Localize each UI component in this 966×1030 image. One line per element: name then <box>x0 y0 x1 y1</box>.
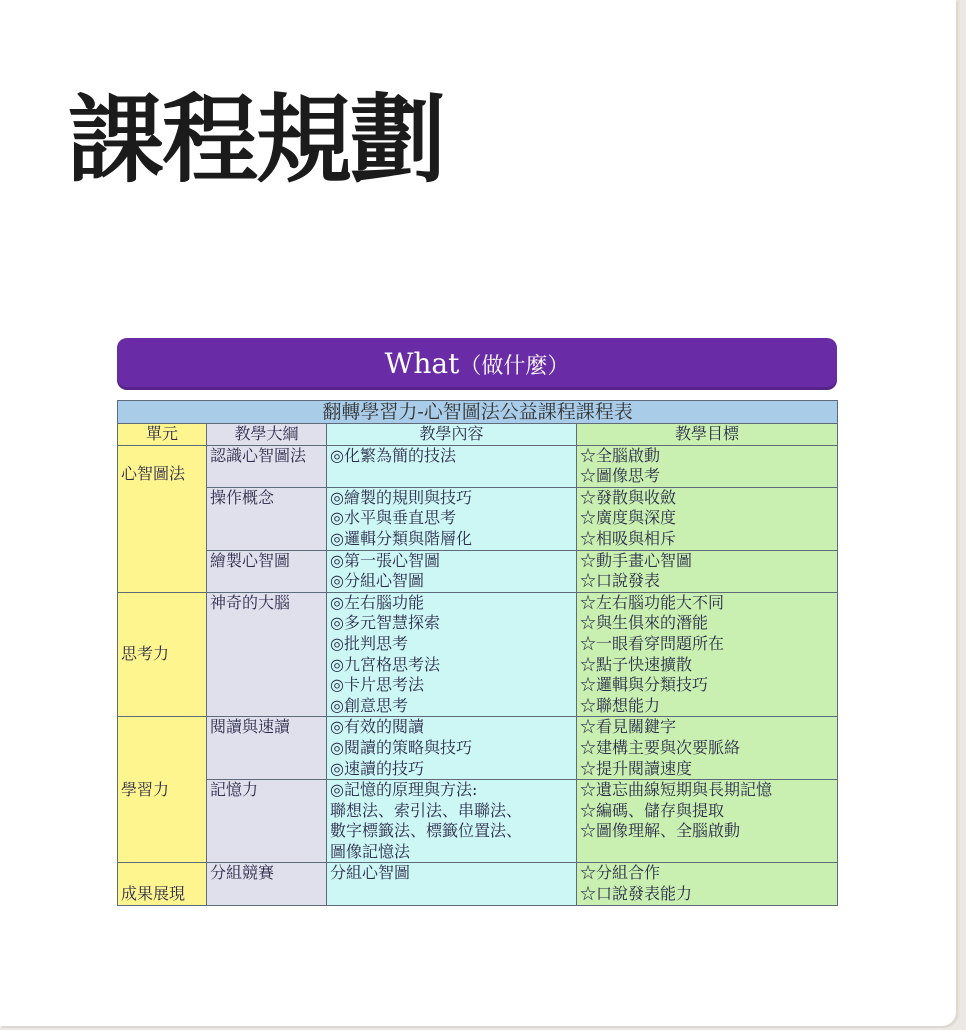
goal-line: ☆遺忘曲線短期與長期記憶 <box>580 780 773 800</box>
outline-cell: 神奇的大腦 <box>207 592 327 717</box>
goal-line: ☆圖像理解、全腦啟動 <box>580 821 741 841</box>
goal-cell <box>577 863 838 905</box>
outline-cell: 分組競賽 <box>207 863 327 905</box>
table-row <box>118 550 838 592</box>
table-caption: 翻轉學習力-心智圖法公益課程課程表 <box>118 401 838 424</box>
goal-cell <box>577 487 838 550</box>
content-line: ◎有效的閱讀 <box>330 717 424 737</box>
goal-line: ☆動手畫心智圖 <box>580 550 693 570</box>
goal-line: ☆分組合作 <box>580 863 661 883</box>
content-line: ◎九宮格思考法 <box>330 654 440 674</box>
table-row <box>118 717 838 780</box>
content-cell <box>327 550 577 592</box>
content-line: ◎多元智慧探索 <box>330 613 440 633</box>
outline-cell: 認識心智圖法 <box>207 445 327 487</box>
outline-cell: 繪製心智圖 <box>207 550 327 592</box>
goal-line: ☆提升閱讀速度 <box>580 758 693 778</box>
curriculum-image <box>117 338 837 906</box>
content-line: ◎閱讀的策略與技巧 <box>330 737 472 757</box>
goal-line: ☆一眼看穿問題所在 <box>580 633 725 653</box>
content-line: ◎化繁為簡的技法 <box>330 445 456 465</box>
content-cell <box>327 780 577 863</box>
content-line: 聯想法、索引法、串聯法、 <box>330 800 523 820</box>
goal-cell <box>577 445 838 487</box>
content-line: 數字標籤法、標籤位置法、 <box>330 821 523 841</box>
content-line: ◎繪製的規則與技巧 <box>330 487 472 507</box>
banner-subtitle: （做什麼） <box>459 354 570 379</box>
goal-line: ☆發散與收斂 <box>580 487 677 507</box>
header-outline: 教學大綱 <box>207 424 327 446</box>
goal-line: ☆邏輯與分類技巧 <box>580 675 709 695</box>
header-goals: 教學目標 <box>577 424 838 446</box>
content-line: 分組心智圖 <box>330 863 411 883</box>
content-line: ◎卡片思考法 <box>330 675 424 695</box>
content-cell <box>327 592 577 717</box>
header-unit: 單元 <box>118 424 207 446</box>
goal-line: ☆建構主要與次要脈絡 <box>580 737 741 757</box>
content-line: ◎記憶的原理與方法: <box>330 780 478 800</box>
goal-line: ☆編碼、儲存與提取 <box>580 800 725 820</box>
goal-line: ☆聯想能力 <box>580 695 661 715</box>
content-line: ◎第一張心智圖 <box>330 550 440 570</box>
curriculum-table <box>117 400 838 906</box>
goal-line: ☆相吸與相斥 <box>580 528 677 548</box>
table-row <box>118 780 838 863</box>
table-row <box>118 487 838 550</box>
page-title: 課程規劃 <box>68 84 444 196</box>
table-row <box>118 445 838 487</box>
goal-cell <box>577 592 838 717</box>
table-row <box>118 592 838 717</box>
content-line: ◎左右腦功能 <box>330 592 424 612</box>
outline-cell: 操作概念 <box>207 487 327 550</box>
unit-cell: 成果展現 <box>118 863 207 905</box>
goal-cell <box>577 717 838 780</box>
content-cell <box>327 863 577 905</box>
goal-cell <box>577 780 838 863</box>
goal-line: ☆點子快速擴散 <box>580 654 693 674</box>
goal-line: ☆左右腦功能大不同 <box>580 592 725 612</box>
header-content: 教學內容 <box>327 424 577 446</box>
table-row <box>118 863 838 905</box>
goal-line: ☆口說發表能力 <box>580 884 693 904</box>
goal-line: ☆口說發表 <box>580 571 661 591</box>
what-banner <box>117 338 837 390</box>
outline-cell: 閱讀與速讀 <box>207 717 327 780</box>
unit-cell: 學習力 <box>118 717 207 863</box>
content-line: ◎邏輯分類與階層化 <box>330 528 472 548</box>
goal-line: ☆看見關鍵字 <box>580 717 677 737</box>
content-cell <box>327 445 577 487</box>
content-line: ◎速讀的技巧 <box>330 758 424 778</box>
table-body <box>118 445 838 905</box>
content-cell <box>327 717 577 780</box>
banner-title: What <box>384 347 460 380</box>
content-line: ◎創意思考 <box>330 695 408 715</box>
goal-cell <box>577 550 838 592</box>
unit-cell: 思考力 <box>118 592 207 717</box>
goal-line: ☆全腦啟動 <box>580 445 661 465</box>
goal-line: ☆圖像思考 <box>580 466 661 486</box>
goal-line: ☆廣度與深度 <box>580 508 677 528</box>
content-line: ◎水平與垂直思考 <box>330 508 456 528</box>
outline-cell: 記憶力 <box>207 780 327 863</box>
content-line: ◎分組心智圖 <box>330 571 424 591</box>
content-line: ◎批判思考 <box>330 633 408 653</box>
goal-line: ☆與生俱來的潛能 <box>580 613 709 633</box>
unit-cell: 心智圖法 <box>118 445 207 592</box>
content-cell <box>327 487 577 550</box>
content-line: 圖像記憶法 <box>330 841 411 861</box>
